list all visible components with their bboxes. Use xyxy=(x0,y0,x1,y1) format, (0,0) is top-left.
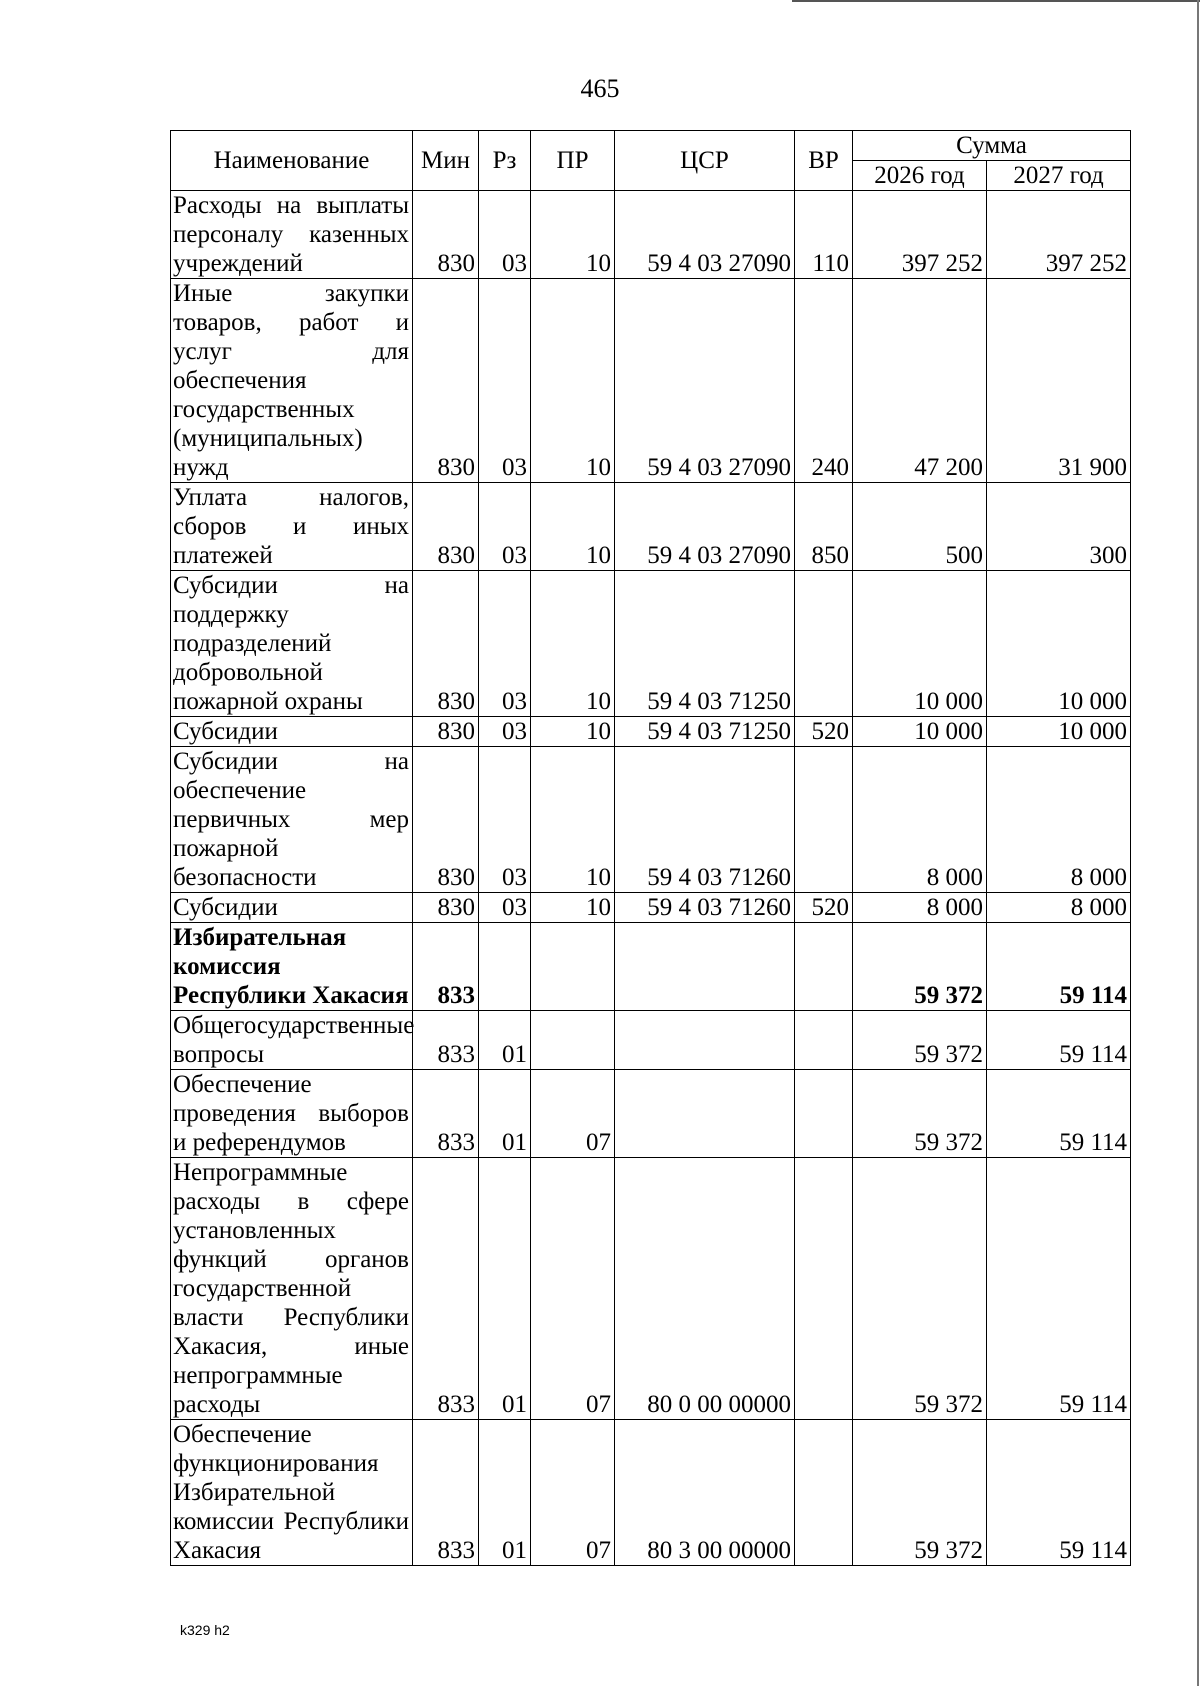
cell-name: Субсидии xyxy=(171,893,413,923)
cell-csr: 59 4 03 27090 xyxy=(615,191,795,279)
cell-pr: 10 xyxy=(531,483,615,571)
cell-name: Иные закупки товаров, работ и услуг для обеспечения государственных (муниципальных) нужд xyxy=(171,279,413,483)
cell-name: Общегосударственные вопросы xyxy=(171,1011,413,1070)
cell-vr xyxy=(795,1420,853,1566)
cell-2027: 59 114 xyxy=(987,923,1131,1011)
table-row xyxy=(171,923,1131,1011)
cell-pr: 10 xyxy=(531,893,615,923)
cell-csr: 59 4 03 71250 xyxy=(615,717,795,747)
cell-vr xyxy=(795,1011,853,1070)
cell-min: 830 xyxy=(413,717,479,747)
cell-min: 830 xyxy=(413,191,479,279)
cell-vr: 110 xyxy=(795,191,853,279)
cell-2026: 59 372 xyxy=(853,1158,987,1420)
cell-csr: 59 4 03 71260 xyxy=(615,747,795,893)
cell-2026: 10 000 xyxy=(853,717,987,747)
cell-vr xyxy=(795,1070,853,1158)
cell-2026: 59 372 xyxy=(853,1070,987,1158)
cell-2027: 397 252 xyxy=(987,191,1131,279)
cell-2027: 300 xyxy=(987,483,1131,571)
cell-2027: 8 000 xyxy=(987,893,1131,923)
cell-min: 830 xyxy=(413,483,479,571)
cell-vr xyxy=(795,747,853,893)
cell-name: Субсидии на обеспечение первичных мер пожарной безопасности xyxy=(171,747,413,893)
cell-rz: 03 xyxy=(479,571,531,717)
cell-vr: 520 xyxy=(795,717,853,747)
cell-2026: 47 200 xyxy=(853,279,987,483)
cell-rz: 03 xyxy=(479,191,531,279)
cell-min: 833 xyxy=(413,1070,479,1158)
header-sum: Сумма xyxy=(853,131,1131,161)
header-csr: ЦСР xyxy=(615,131,795,191)
cell-csr xyxy=(615,1011,795,1070)
cell-vr xyxy=(795,1158,853,1420)
cell-2026: 59 372 xyxy=(853,1420,987,1566)
cell-rz: 03 xyxy=(479,747,531,893)
cell-vr: 240 xyxy=(795,279,853,483)
header-min: Мин xyxy=(413,131,479,191)
header-pr: ПР xyxy=(531,131,615,191)
cell-pr: 10 xyxy=(531,571,615,717)
cell-2026: 59 372 xyxy=(853,923,987,1011)
cell-min: 830 xyxy=(413,571,479,717)
cell-name: Субсидии xyxy=(171,717,413,747)
cell-rz: 03 xyxy=(479,893,531,923)
cell-csr: 80 3 00 00000 xyxy=(615,1420,795,1566)
table-row xyxy=(171,191,1131,279)
footer-code: k329 h2 xyxy=(180,1622,230,1638)
header-year-2027: 2027 год xyxy=(987,161,1131,191)
cell-csr: 59 4 03 27090 xyxy=(615,279,795,483)
cell-rz xyxy=(479,923,531,1011)
table-row xyxy=(171,1070,1131,1158)
cell-name: Уплата налогов, сборов и иных платежей xyxy=(171,483,413,571)
cell-min: 830 xyxy=(413,279,479,483)
table-row xyxy=(171,1011,1131,1070)
cell-rz: 01 xyxy=(479,1011,531,1070)
cell-csr: 59 4 03 71250 xyxy=(615,571,795,717)
cell-csr: 59 4 03 71260 xyxy=(615,893,795,923)
cell-csr: 80 0 00 00000 xyxy=(615,1158,795,1420)
cell-name: Субсидии на поддержку подразделений добровольной пожарной охраны xyxy=(171,571,413,717)
cell-2027: 10 000 xyxy=(987,571,1131,717)
cell-2027: 59 114 xyxy=(987,1011,1131,1070)
cell-2026: 8 000 xyxy=(853,747,987,893)
cell-pr: 10 xyxy=(531,191,615,279)
cell-name: Обеспечение проведения выборов и референдумов xyxy=(171,1070,413,1158)
table-row xyxy=(171,483,1131,571)
cell-min: 830 xyxy=(413,893,479,923)
budget-table xyxy=(170,130,1131,1566)
cell-rz: 01 xyxy=(479,1420,531,1566)
cell-csr: 59 4 03 27090 xyxy=(615,483,795,571)
scan-edge-right xyxy=(1197,0,1199,1686)
header-row-1 xyxy=(171,131,1131,161)
cell-min: 830 xyxy=(413,747,479,893)
cell-min: 833 xyxy=(413,1420,479,1566)
cell-name: Обеспечение функционирования Избирательной комиссии Республики Хакасия xyxy=(171,1420,413,1566)
cell-rz: 01 xyxy=(479,1158,531,1420)
header-year-2026: 2026 год xyxy=(853,161,987,191)
cell-vr: 520 xyxy=(795,893,853,923)
table-row xyxy=(171,1158,1131,1420)
cell-2027: 31 900 xyxy=(987,279,1131,483)
table-row xyxy=(171,893,1131,923)
cell-2027: 8 000 xyxy=(987,747,1131,893)
cell-csr xyxy=(615,1070,795,1158)
cell-name: Непрограммные расходы в сфере установленных функций органов государственной власти Республики Хакасия, иные непрограммные расходы xyxy=(171,1158,413,1420)
table-row xyxy=(171,747,1131,893)
table-row xyxy=(171,279,1131,483)
cell-2027: 59 114 xyxy=(987,1158,1131,1420)
cell-2027: 59 114 xyxy=(987,1070,1131,1158)
cell-pr: 07 xyxy=(531,1420,615,1566)
cell-pr: 10 xyxy=(531,747,615,893)
cell-vr xyxy=(795,923,853,1011)
table-body xyxy=(171,191,1131,1566)
cell-rz: 03 xyxy=(479,483,531,571)
table-row xyxy=(171,571,1131,717)
cell-rz: 03 xyxy=(479,717,531,747)
page-number: 465 xyxy=(580,74,620,103)
cell-2027: 10 000 xyxy=(987,717,1131,747)
cell-2026: 8 000 xyxy=(853,893,987,923)
scan-edge-top xyxy=(792,0,1200,2)
table-row xyxy=(171,1420,1131,1566)
cell-pr: 07 xyxy=(531,1070,615,1158)
cell-vr: 850 xyxy=(795,483,853,571)
cell-2027: 59 114 xyxy=(987,1420,1131,1566)
cell-rz: 03 xyxy=(479,279,531,483)
cell-pr xyxy=(531,923,615,1011)
cell-pr: 10 xyxy=(531,279,615,483)
cell-2026: 500 xyxy=(853,483,987,571)
header-name: Наименование xyxy=(171,131,413,191)
cell-min: 833 xyxy=(413,923,479,1011)
cell-min: 833 xyxy=(413,1011,479,1070)
cell-pr xyxy=(531,1011,615,1070)
table-header xyxy=(171,131,1131,191)
cell-2026: 397 252 xyxy=(853,191,987,279)
cell-csr xyxy=(615,923,795,1011)
cell-pr: 07 xyxy=(531,1158,615,1420)
cell-2026: 59 372 xyxy=(853,1011,987,1070)
cell-2026: 10 000 xyxy=(853,571,987,717)
header-rz: Рз xyxy=(479,131,531,191)
cell-vr xyxy=(795,571,853,717)
header-vr: ВР xyxy=(795,131,853,191)
cell-pr: 10 xyxy=(531,717,615,747)
cell-name: Избирательная комиссия Республики Хакасия xyxy=(171,923,413,1011)
cell-rz: 01 xyxy=(479,1070,531,1158)
cell-min: 833 xyxy=(413,1158,479,1420)
table-row xyxy=(171,717,1131,747)
cell-name: Расходы на выплаты персоналу казенных учреждений xyxy=(171,191,413,279)
